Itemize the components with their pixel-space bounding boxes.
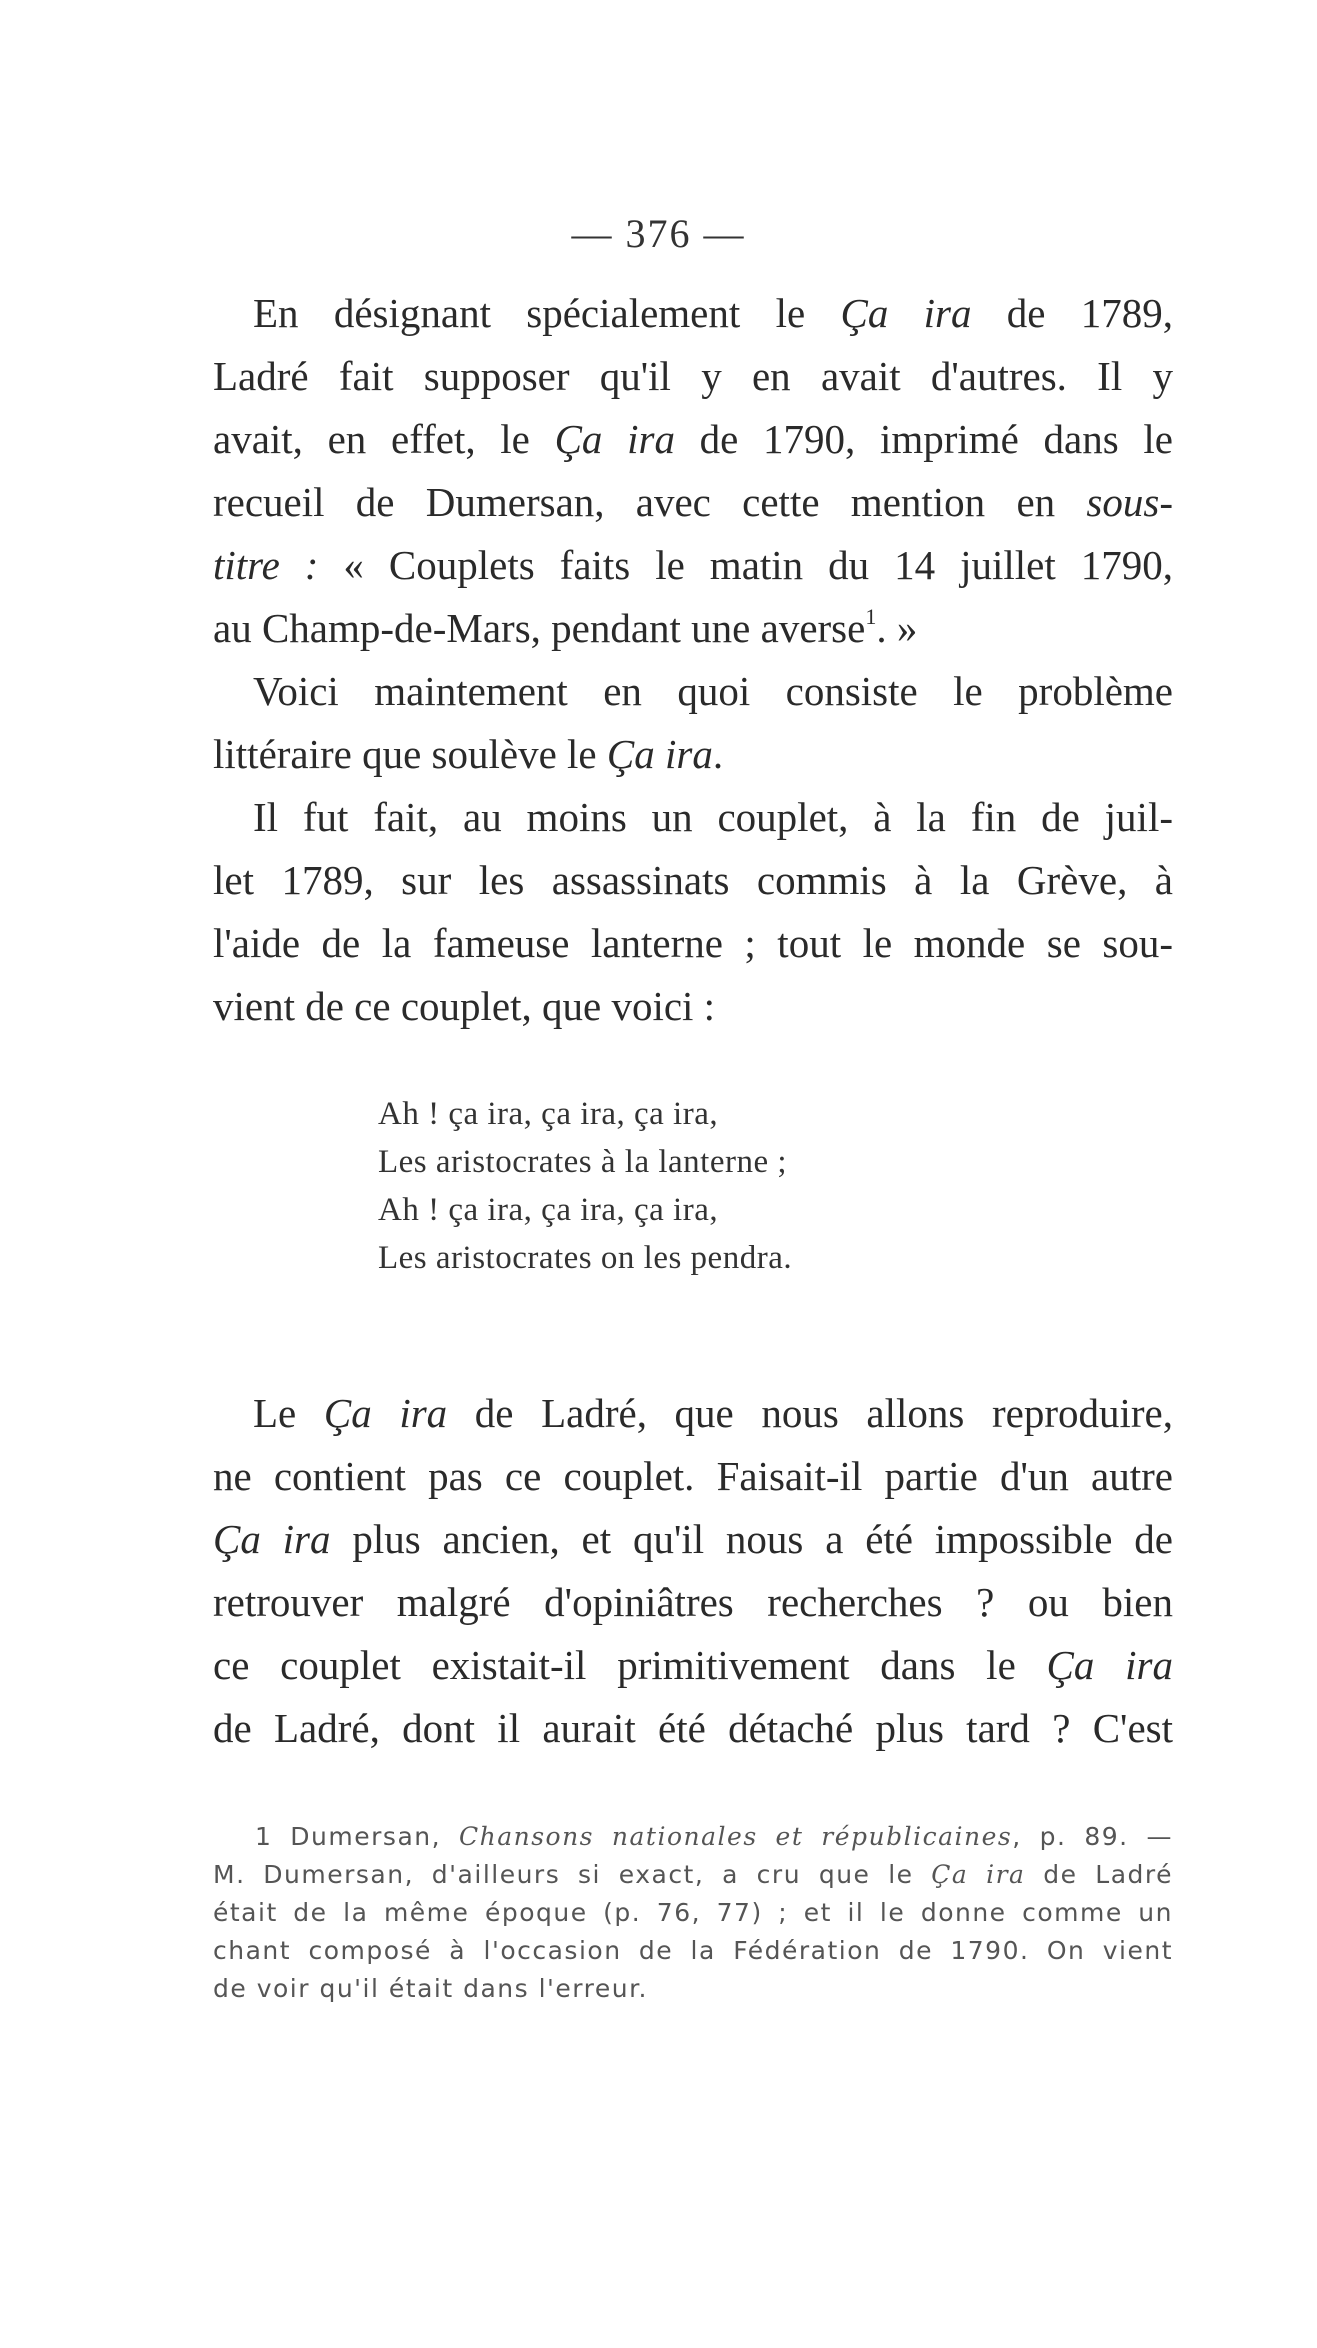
italic-title: Ça ira: [606, 731, 713, 777]
text-span: . »: [876, 605, 918, 651]
text-span: Le: [253, 1390, 324, 1436]
text-span: ce couplet existait-il primitivement dans le: [213, 1642, 1047, 1688]
text-span: littéraire que soulève le: [213, 731, 607, 777]
italic-title: Ça ira: [554, 416, 675, 462]
text-span: M. Dumersan, d'ailleurs si exact, a cru que le: [213, 1860, 932, 1889]
footnote: [213, 1818, 1173, 2008]
text-span: Dumersan,: [272, 1822, 459, 1851]
text-line: [213, 534, 1173, 597]
text-line: l'aide de la fameuse lanterne ; tout le monde se sou-: [213, 920, 1173, 966]
footnote-marker: 1: [865, 604, 877, 629]
verse-line: Les aristocrates à la lanterne ;: [378, 1144, 788, 1180]
italic-title: Ça ira: [840, 290, 972, 336]
text-line: vient de ce couplet, que voici :: [213, 983, 716, 1029]
text-span: .: [712, 731, 724, 777]
italic-title: Ça ira: [213, 1516, 331, 1562]
text-line: [213, 408, 1173, 471]
text-line: [213, 471, 1173, 534]
text-span: au Champ-de-Mars, pendant une averse: [213, 605, 866, 651]
text-span: , p. 89. —: [1012, 1822, 1173, 1851]
text-line: Il fut fait, au moins un couplet, à la fin de juil-: [253, 794, 1173, 840]
text-span: de Ladré, que nous allons reproduire,: [447, 1390, 1173, 1436]
text-span: En désignant spécialement le: [253, 290, 841, 336]
main-text-upper: [213, 282, 1173, 1038]
italic-title: Ça ira: [1046, 1642, 1174, 1688]
verse-quote: [378, 1090, 792, 1282]
text-line: ne contient pas ce couplet. Faisait-il partie d'un autre: [213, 1453, 1173, 1499]
text-line: [213, 1382, 1173, 1445]
verse-line: Ah ! ça ira, ça ira, ça ira,: [378, 1096, 719, 1132]
text-line: retrouver malgré d'opiniâtres recherches ? ou bien: [213, 1579, 1173, 1625]
text-line: [213, 597, 1173, 660]
italic-title: Ça ira: [931, 1860, 1026, 1889]
text-line: Voici maintement en quoi consiste le problème: [253, 668, 1173, 714]
text-span: « Couplets faits le matin du 14 juillet 1790,: [318, 542, 1174, 588]
footnote-line: [213, 1856, 1173, 1894]
text-span: recueil de Dumersan, avec cette mention en: [213, 479, 1087, 525]
footnote-line: chant composé à l'occasion de la Fédération de 1790. On vient: [213, 1936, 1173, 1965]
italic-word: sous-: [1086, 479, 1173, 525]
footnote-number: 1: [255, 1822, 273, 1851]
text-line: [213, 1508, 1173, 1571]
text-line: Ladré fait supposer qu'il y en avait d'autres. Il y: [213, 353, 1173, 399]
verse-line: Les aristocrates on les pendra.: [378, 1240, 793, 1276]
main-text-lower: [213, 1382, 1173, 1760]
text-span: de 1789,: [971, 290, 1174, 336]
text-span: de 1790, imprimé dans le: [674, 416, 1173, 462]
footnote-line: était de la même époque (p. 76, 77) ; et il le donne comme un: [213, 1898, 1173, 1927]
footnote-line: de voir qu'il était dans l'erreur.: [213, 1974, 649, 2003]
text-line: de Ladré, dont il aurait été détaché plus tard ? C'est: [213, 1705, 1173, 1751]
text-line: [213, 282, 1173, 345]
text-line: let 1789, sur les assassinats commis à la Grève, à: [213, 857, 1173, 903]
page-number: — 376 —: [571, 211, 746, 256]
verse-line: Ah ! ça ira, ça ira, ça ira,: [378, 1192, 719, 1228]
text-line: [213, 1634, 1173, 1697]
italic-title: Ça ira: [323, 1390, 448, 1436]
text-span: de Ladré: [1025, 1860, 1173, 1889]
text-span: avait, en effet, le: [213, 416, 555, 462]
italic-word: titre :: [213, 542, 319, 588]
footnote-line: [213, 1818, 1173, 1856]
text-span: plus ancien, et qu'il nous a été impossible de: [330, 1516, 1173, 1562]
text-line: [213, 723, 1173, 786]
italic-title: Chansons nationales et républicaines: [458, 1822, 1013, 1851]
